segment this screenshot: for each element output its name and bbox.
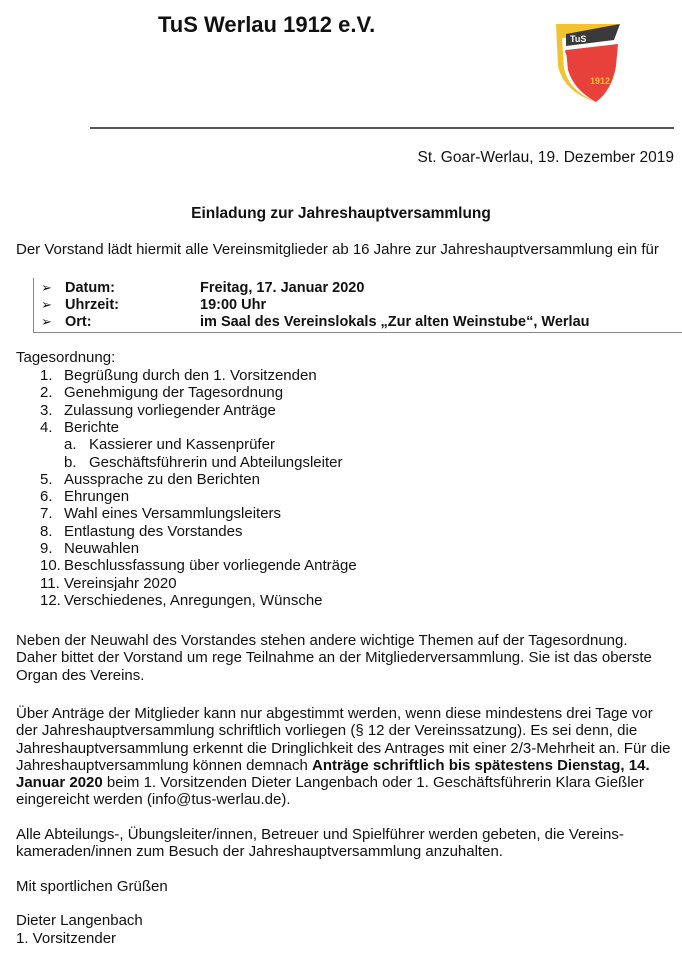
logo-werlau-text: WERLAU	[564, 42, 619, 62]
agenda-item-text: Geschäftsführerin und Abteilungsleiter	[89, 453, 343, 471]
agenda-item-text: Aussprache zu den Berichten	[64, 470, 260, 488]
place-date: St. Goar-Werlau, 19. Dezember 2019	[417, 149, 674, 166]
paragraph-themes	[16, 632, 682, 684]
agenda-item-text: Wahl eines Versammlungsleiters	[64, 505, 282, 523]
header-divider	[90, 127, 674, 129]
agenda-item-text: Verschiedenes, Anregungen, Wünsche	[64, 591, 323, 609]
agenda-item-text: Genehmigung der Tagesordnung	[64, 384, 284, 402]
closing-greeting: Mit sportlichen Grüßen	[16, 878, 168, 895]
agenda-item-number: 3.	[40, 401, 53, 419]
logo-tus-text: TuS	[570, 34, 587, 44]
text-line: der Jahreshauptversammlung schriftlich vorliegen (§ 12 der Vereinssatzung). Es sei denn, die	[16, 722, 638, 740]
detail-value: Freitag, 17. Januar 2020	[200, 280, 365, 296]
text-line: Organ des Vereins.	[16, 666, 145, 684]
agenda-item-number: 5.	[40, 470, 53, 488]
detail-value: 19:00 Uhr	[200, 297, 267, 313]
arrow-bullet-icon: ➢	[41, 314, 52, 329]
paragraph-motions	[16, 705, 682, 809]
paragraph-leaders	[16, 826, 682, 861]
deadline-bold-text: Januar 2020	[16, 774, 103, 792]
arrow-bullet-icon: ➢	[41, 280, 52, 295]
agenda-item-text: Vereinsjahr 2020	[64, 574, 177, 592]
text-line: Alle Abteilungs-, Übungsleiter/innen, Betreuer und Spielführer werden gebeten, die Vereins-	[16, 826, 624, 843]
text-line: Daher bittet der Vorstand um rege Teilnahme an der Mitgliederversammlung. Sie ist das oberste	[16, 649, 652, 667]
meeting-details-box	[33, 278, 682, 333]
logo-year-text: 1912	[590, 76, 611, 86]
intro-text: Der Vorstand lädt hiermit alle Vereinsmitglieder ab 16 Jahre zur Jahreshauptversammlung ein für	[16, 241, 659, 258]
text-line: Neben der Neuwahl des Vorstandes stehen andere wichtige Themen auf der Tagesordnung.	[16, 632, 628, 649]
agenda-item-number: 9.	[40, 540, 53, 557]
detail-row-time	[34, 297, 682, 314]
arrow-bullet-icon: ➢	[41, 297, 52, 312]
agenda-item-number: b.	[64, 453, 77, 471]
agenda-item-text: Entlastung des Vorstandes	[64, 522, 243, 540]
detail-value: im Saal des Vereinslokals „Zur alten Weinstube“, Werlau	[200, 314, 590, 330]
agenda-item-number: 7.	[40, 505, 53, 523]
text-line	[16, 757, 682, 774]
detail-label: Ort:	[65, 314, 92, 330]
agenda-item-text: Kassierer und Kassenprüfer	[89, 436, 275, 454]
agenda-item-text: Beschlussfassung über vorliegende Anträge	[64, 557, 357, 575]
agenda-item-number: 2.	[40, 384, 53, 402]
signer-role: 1. Vorsitzender	[16, 930, 117, 947]
signer-name: Dieter Langenbach	[16, 912, 143, 929]
agenda-item-text: Begrüßung durch den 1. Vorsitzenden	[64, 367, 317, 384]
text-line: Über Anträge der Mitglieder kann nur abgestimmt werden, wenn diese mindestens drei Tage vor	[16, 705, 653, 722]
detail-row-location	[34, 314, 682, 331]
detail-row-date	[34, 280, 682, 297]
club-logo	[552, 20, 624, 104]
text-normal: Jahreshauptversammlung können demnach	[16, 756, 313, 774]
agenda-item-number: 1.	[40, 367, 53, 384]
detail-label: Uhrzeit:	[65, 297, 119, 313]
agenda-item-text: Zulassung vorliegender Anträge	[64, 401, 276, 419]
text-line	[16, 774, 682, 791]
agenda-item-number: 12.	[40, 591, 61, 609]
agenda-item-number: 10.	[40, 557, 61, 575]
text-line: Jahreshauptversammlung erkennt die Dringlichkeit des Antrages mit einer 2/3-Mehrheit an. Für die	[16, 739, 671, 757]
agenda-item-text: Neuwahlen	[64, 540, 140, 557]
agenda-item-number: 4.	[40, 418, 53, 436]
agenda-item-text: Ehrungen	[64, 488, 130, 506]
agenda-item-text: Berichte	[64, 418, 120, 436]
agenda-item-number: 8.	[40, 522, 53, 540]
agenda-item-number: 11.	[40, 574, 60, 592]
agenda-heading: Tagesordnung:	[16, 349, 116, 366]
document-title: Einladung zur Jahreshauptversammlung	[191, 205, 491, 222]
agenda-item-number: 6.	[40, 488, 53, 506]
deadline-bold-text: Anträge schriftlich bis spätestens Dienstag, 14.	[312, 756, 650, 774]
detail-label: Datum:	[65, 280, 115, 296]
agenda-item-number: a.	[64, 436, 77, 454]
club-name: TuS Werlau 1912 e.V.	[158, 12, 376, 37]
text-line: kameraden/innen zum Besuch der Jahreshauptversammlung anzuhalten.	[16, 843, 503, 861]
text-normal: beim 1. Vorsitzenden Dieter Langenbach oder 1. Geschäftsführerin Klara Gießler	[102, 774, 644, 792]
text-line-email: eingereicht werden (info@tus-werlau.de).	[16, 791, 291, 809]
